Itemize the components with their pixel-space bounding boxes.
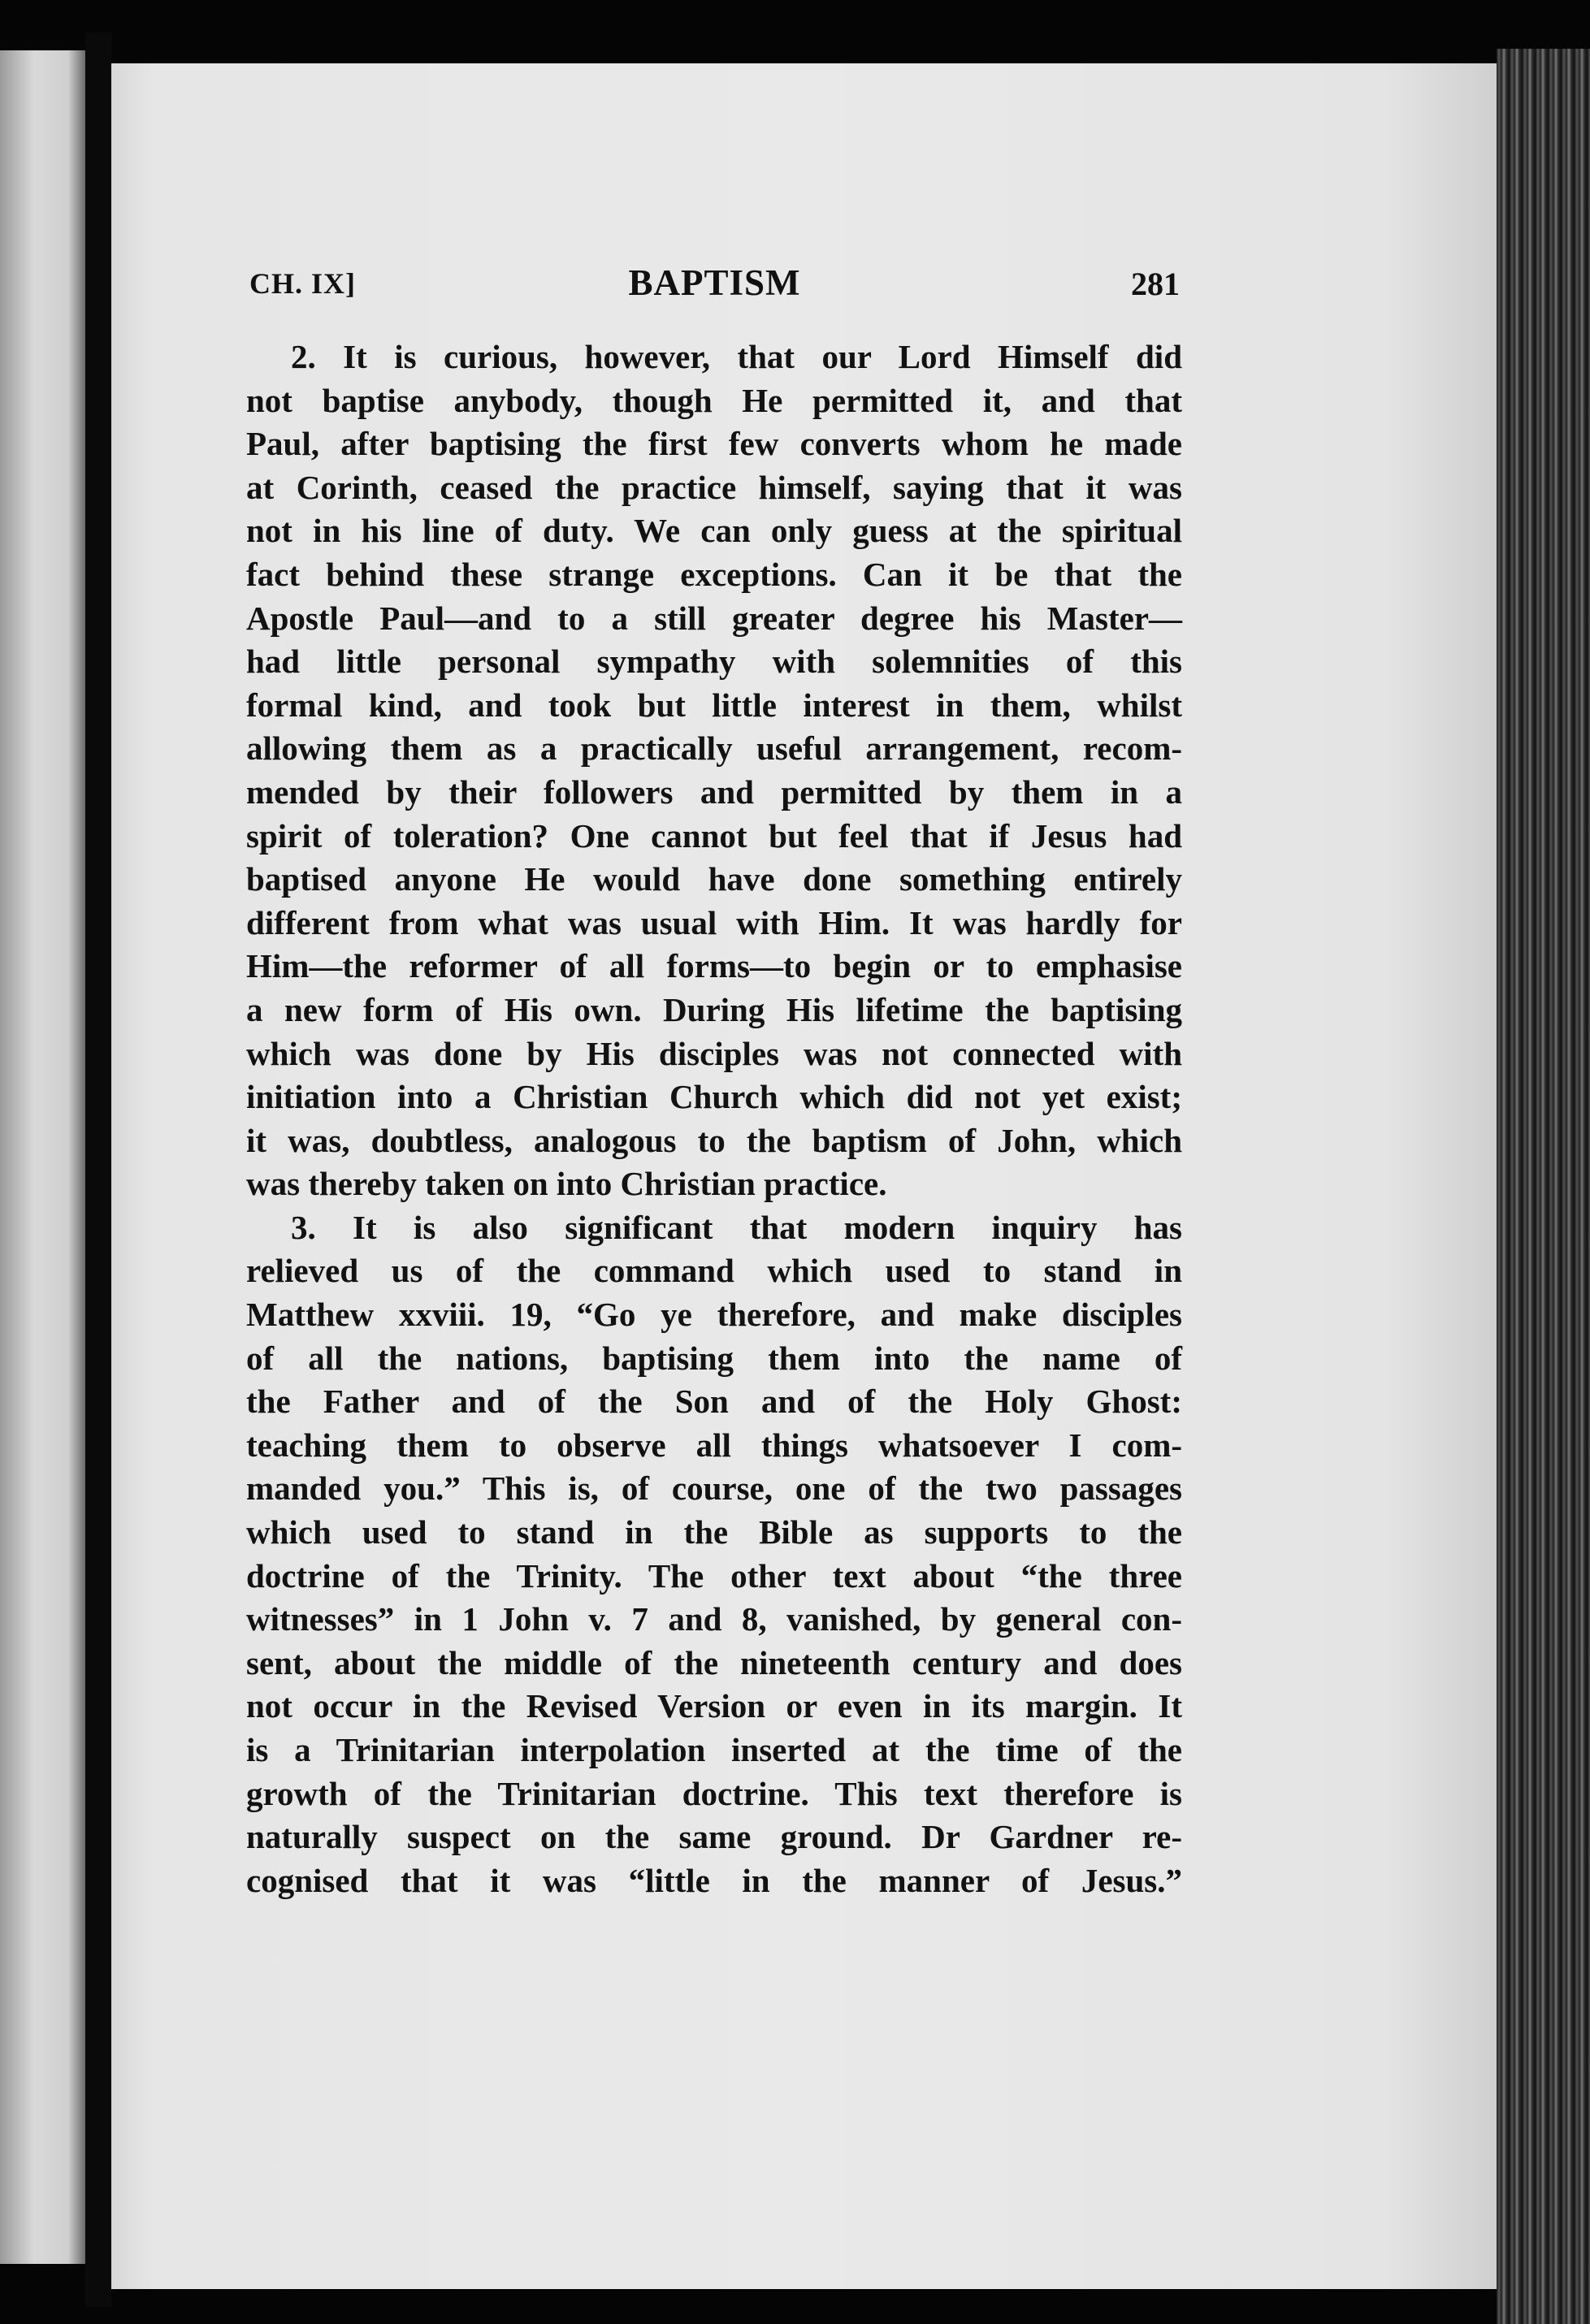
chapter-reference: CH. IX]: [249, 267, 356, 300]
text-line: doctrine of the Trinity. The other text about “the three: [246, 1556, 1182, 1595]
paragraph-3: [246, 1206, 1182, 1903]
text-line: Him—the reformer of all forms—to begin or to emphasise: [246, 947, 1182, 985]
text-line: cognised that it was “little in the manner of Jesus.”: [246, 1861, 1182, 1899]
text-line: Paul, after baptising the first few converts whom he made: [246, 425, 1182, 463]
text-line: the Father and of the Son and of the Holy Ghost:: [246, 1383, 1182, 1421]
text-line: witnesses” in 1 John v. 7 and 8, vanished, by general con-: [246, 1600, 1182, 1638]
text-line: fact behind these strange exceptions. Can it be that the: [246, 555, 1182, 593]
text-line: sent, about the middle of the nineteenth century and does: [246, 1643, 1182, 1681]
text-line: which used to stand in the Bible as supports to the: [246, 1513, 1182, 1551]
text-line: a new form of His own. During His lifetime the baptising: [246, 990, 1182, 1028]
text-line: initiation into a Christian Church which did not yet exist;: [246, 1078, 1182, 1116]
text-line: baptised anyone He would have done something entirely: [246, 860, 1182, 898]
text-line: teaching them to observe all things whatsoever I com-: [246, 1426, 1182, 1464]
text-line: relieved us of the command which used to stand in: [246, 1252, 1182, 1290]
page-block-edges: [1497, 49, 1590, 2324]
text-line: which was done by His disciples was not connected with: [246, 1034, 1182, 1072]
text-line: 3. It is also significant that modern inquiry has: [291, 1208, 1182, 1246]
text-line: different from what was usual with Him. It was hardly for: [246, 903, 1182, 941]
text-line: manded you.” This is, of course, one of the two passages: [246, 1469, 1182, 1508]
text-line: naturally suspect on the same ground. Dr Gardner re-: [246, 1818, 1182, 1856]
text-line: formal kind, and took but little interest in them, whilst: [246, 686, 1182, 724]
text-line: at Corinth, ceased the practice himself, saying that it was: [246, 468, 1182, 506]
text-line: mended by their followers and permitted by them in a: [246, 773, 1182, 811]
text-line: not baptise anybody, though He permitted it, and that: [246, 381, 1182, 419]
paragraph-2: [246, 335, 1182, 1206]
facing-page-edge: [0, 50, 85, 2264]
text-line: Matthew xxviii. 19, “Go ye therefore, and make disciples: [246, 1296, 1182, 1334]
text-line: had little personal sympathy with solemnities of this: [246, 643, 1182, 681]
text-line: not occur in the Revised Version or even in its margin. It: [246, 1687, 1182, 1725]
text-line: it was, doubtless, analogous to the baptism of John, which: [246, 1121, 1182, 1159]
text-line: spirit of toleration? One cannot but feel that if Jesus had: [246, 816, 1182, 855]
text-line: allowing them as a practically useful arrangement, recom-: [246, 729, 1182, 768]
book-gutter: [85, 32, 111, 2307]
text-line: of all the nations, baptising them into the name of: [246, 1339, 1182, 1377]
text-line: Apostle Paul—and to a still greater degree his Master—: [246, 599, 1182, 637]
text-line: not in his line of duty. We can only guess at the spiritual: [246, 512, 1182, 550]
page-number: 281: [1131, 266, 1180, 302]
text-line: 2. It is curious, however, that our Lord Himself did: [291, 338, 1182, 375]
text-line: growth of the Trinitarian doctrine. This text therefore is: [246, 1774, 1182, 1812]
body-text: [246, 335, 1182, 1902]
running-head: [249, 262, 1180, 310]
running-title: BAPTISM: [628, 262, 801, 303]
text-line: was thereby taken on into Christian practice.: [246, 1165, 887, 1203]
text-line: is a Trinitarian interpolation inserted at the time of the: [246, 1731, 1182, 1768]
